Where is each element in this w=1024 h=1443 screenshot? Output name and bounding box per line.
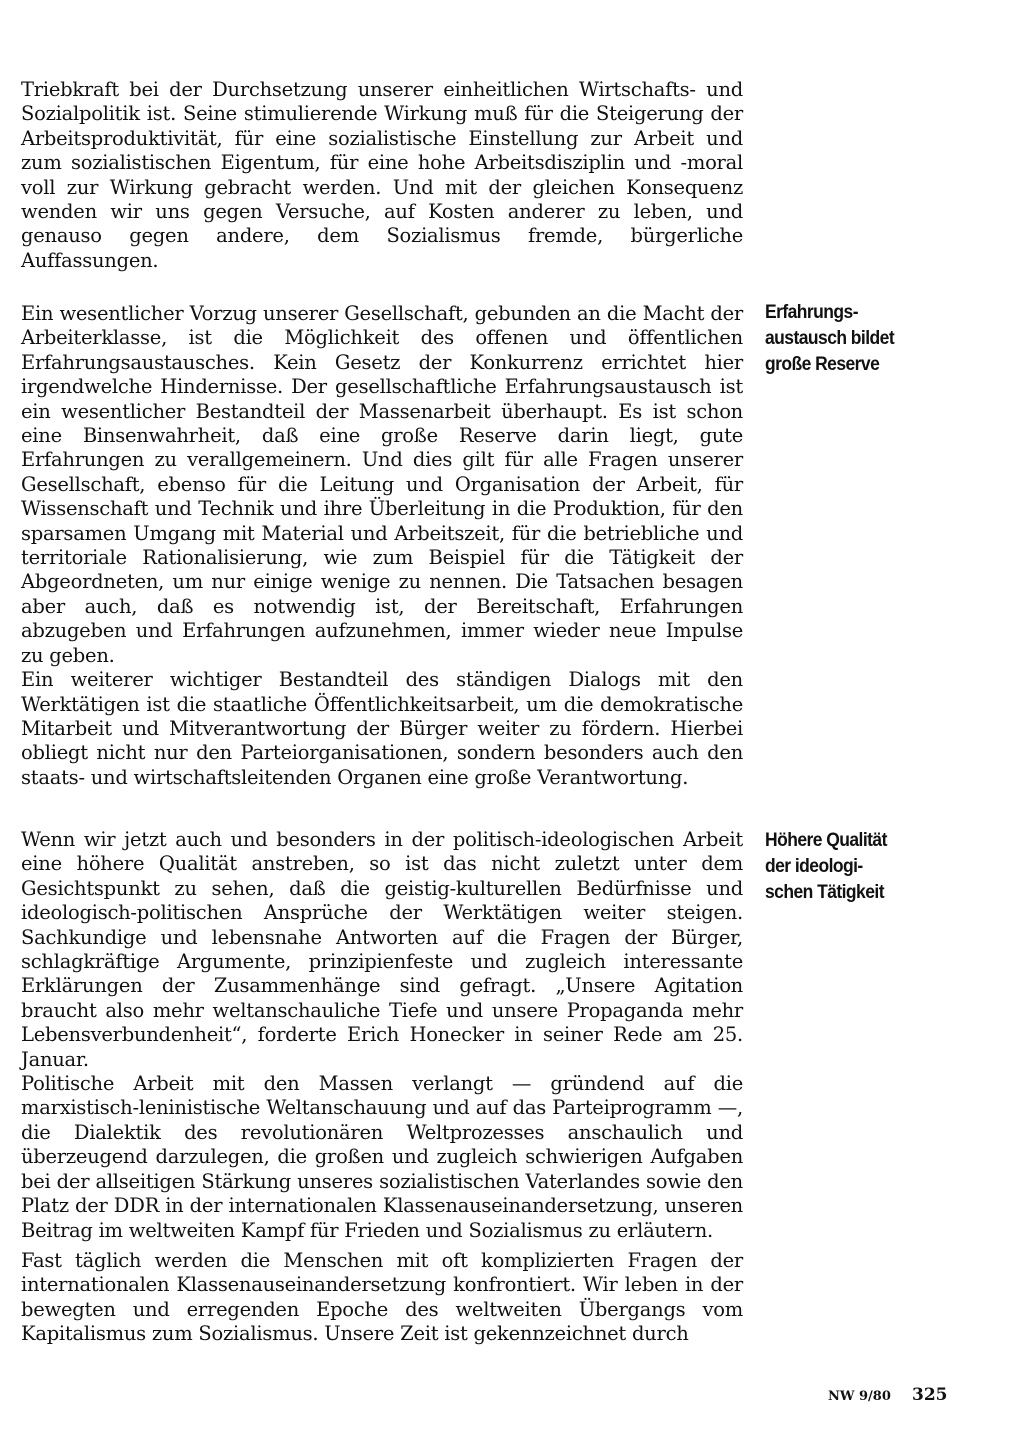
paragraph: Fast täglich werden die Menschen mit oft komplizierten Fragen der internationalen Klassenauseinandersetzung konfrontiert. Wir leben in der bewegten und erregenden Epoche des weltweiten Übergangs vom Kapitalismus zum Sozialismus. Unsere Zeit ist gekennzeichnet durch — [21, 1248, 743, 1346]
paragraph: Wenn wir jetzt auch und besonders in der politisch-ideologischen Arbeit eine höhere Qualität anstreben, so ist das nicht zuletzt unter dem Gesichtspunkt zu sehen, daß die geistig-kulturellen Bedürfnisse und ideologisch-politischen Ansprüche der Werktätigen weiter steigen. Sachkundige und lebensnahe Antworten auf die Fragen der Bürger, schlagkräftige Argumente, prinzipienfeste und zugleich interessante Erklärungen der Zusammenhänge sind gefragt. „Unsere Agitation braucht also mehr weltanschauliche Tiefe und unsere Propaganda mehr Lebensverbundenheit“, forderte Erich Honecker in seiner Rede am 25. Januar. — [21, 828, 743, 1071]
paragraph: Ein wesentlicher Vorzug unserer Gesellschaft, gebunden an die Macht der Arbeiterklasse, ist die Möglichkeit des offenen und öffentlichen Erfahrungsaustausches. Kein Gesetz der Konkurrenz errichtet hier irgendwelche Hindernisse. Der gesellschaftliche Erfahrungsaustausch ist ein wesentlicher Bestandteil der Massenarbeit überhaupt. Es ist schon eine Binsenwahrheit, daß eine große Reserve darin liegt, gute Erfahrungen zu verallgemeinern. Und dies gilt für alle Fragen unserer Gesellschaft, ebenso für die Leitung und Organisation der Arbeit, für Wissenschaft und Technik und ihre Überleitung in die Produktion, für den sparsamen Umgang mit Material und Arbeitszeit, für die betriebliche und territoriale Rationalisierung, wie zum Beispiel für die Tätigkeit der Abgeordneten, um nur einige wenige zu nennen. Die Tatsachen besagen aber auch, daß es notwendig ist, der Bereitschaft, Erfahrungen abzugeben und Erfahrungen aufzunehmen, immer wieder neue Impulse zu geben. — [21, 302, 743, 667]
section-1 — [21, 78, 743, 273]
margin-note-line: austausch bildet — [765, 328, 895, 349]
margin-note-erfahrungsaustausch — [765, 300, 949, 378]
margin-note-line: der ideologi- — [765, 856, 863, 877]
margin-note-line: Erfahrungs- — [765, 302, 858, 323]
page-number: 325 — [912, 1385, 948, 1405]
margin-note-hoehere-qualitaet — [765, 828, 949, 906]
margin-note-line: schen Tätigkeit — [765, 882, 884, 903]
section-2 — [21, 302, 743, 790]
margin-note-line: Höhere Qualität — [765, 830, 887, 851]
margin-note-line: große Reserve — [765, 354, 880, 375]
paragraph: Ein weiterer wichtiger Bestandteil des ständigen Dialogs mit den Werktätigen ist die staatliche Öffentlichkeitsarbeit, um die demokratische Mitarbeit und Mitverantwortung der Bürger weiter zu fördern. Hierbei obliegt nicht nur den Parteiorganisationen, sondern besonders auch den staats- und wirtschaftsleitenden Organen eine große Verantwortung. — [21, 668, 743, 789]
paragraph: Triebkraft bei der Durchsetzung unserer einheitlichen Wirtschafts- und Sozialpolitik ist. Seine stimulierende Wirkung muß für die Steigerung der Arbeitsproduktivität, für eine sozialistische Einstellung zur Arbeit und zum sozialistischen Eigentum, für eine hohe Arbeitsdisziplin und -moral voll zur Wirkung gebracht werden. Und mit der gleichen Konsequenz wenden wir uns gegen Versuche, auf Kosten anderer zu leben, und genauso gegen andere, dem Sozialismus fremde, bürgerliche Auffassungen. — [21, 78, 743, 272]
section-3 — [21, 828, 743, 1347]
paragraph: Politische Arbeit mit den Massen verlangt — gründend auf die marxistisch-leninistische Weltanschauung und auf das Parteiprogramm —, die Dialektik des revolutionären Weltprozesses anschaulich und überzeugend darzulegen, die großen und zugleich schwierigen Aufgaben bei der allseitigen Stärkung unseres sozialistischen Vaterlandes sowie den Platz der DDR in der internationalen Klassenauseinandersetzung, unseren Beitrag im weltweiten Kampf für Frieden und Sozialismus zu erläutern. — [21, 1072, 743, 1242]
issue-label: NW 9/80 — [828, 1389, 891, 1404]
